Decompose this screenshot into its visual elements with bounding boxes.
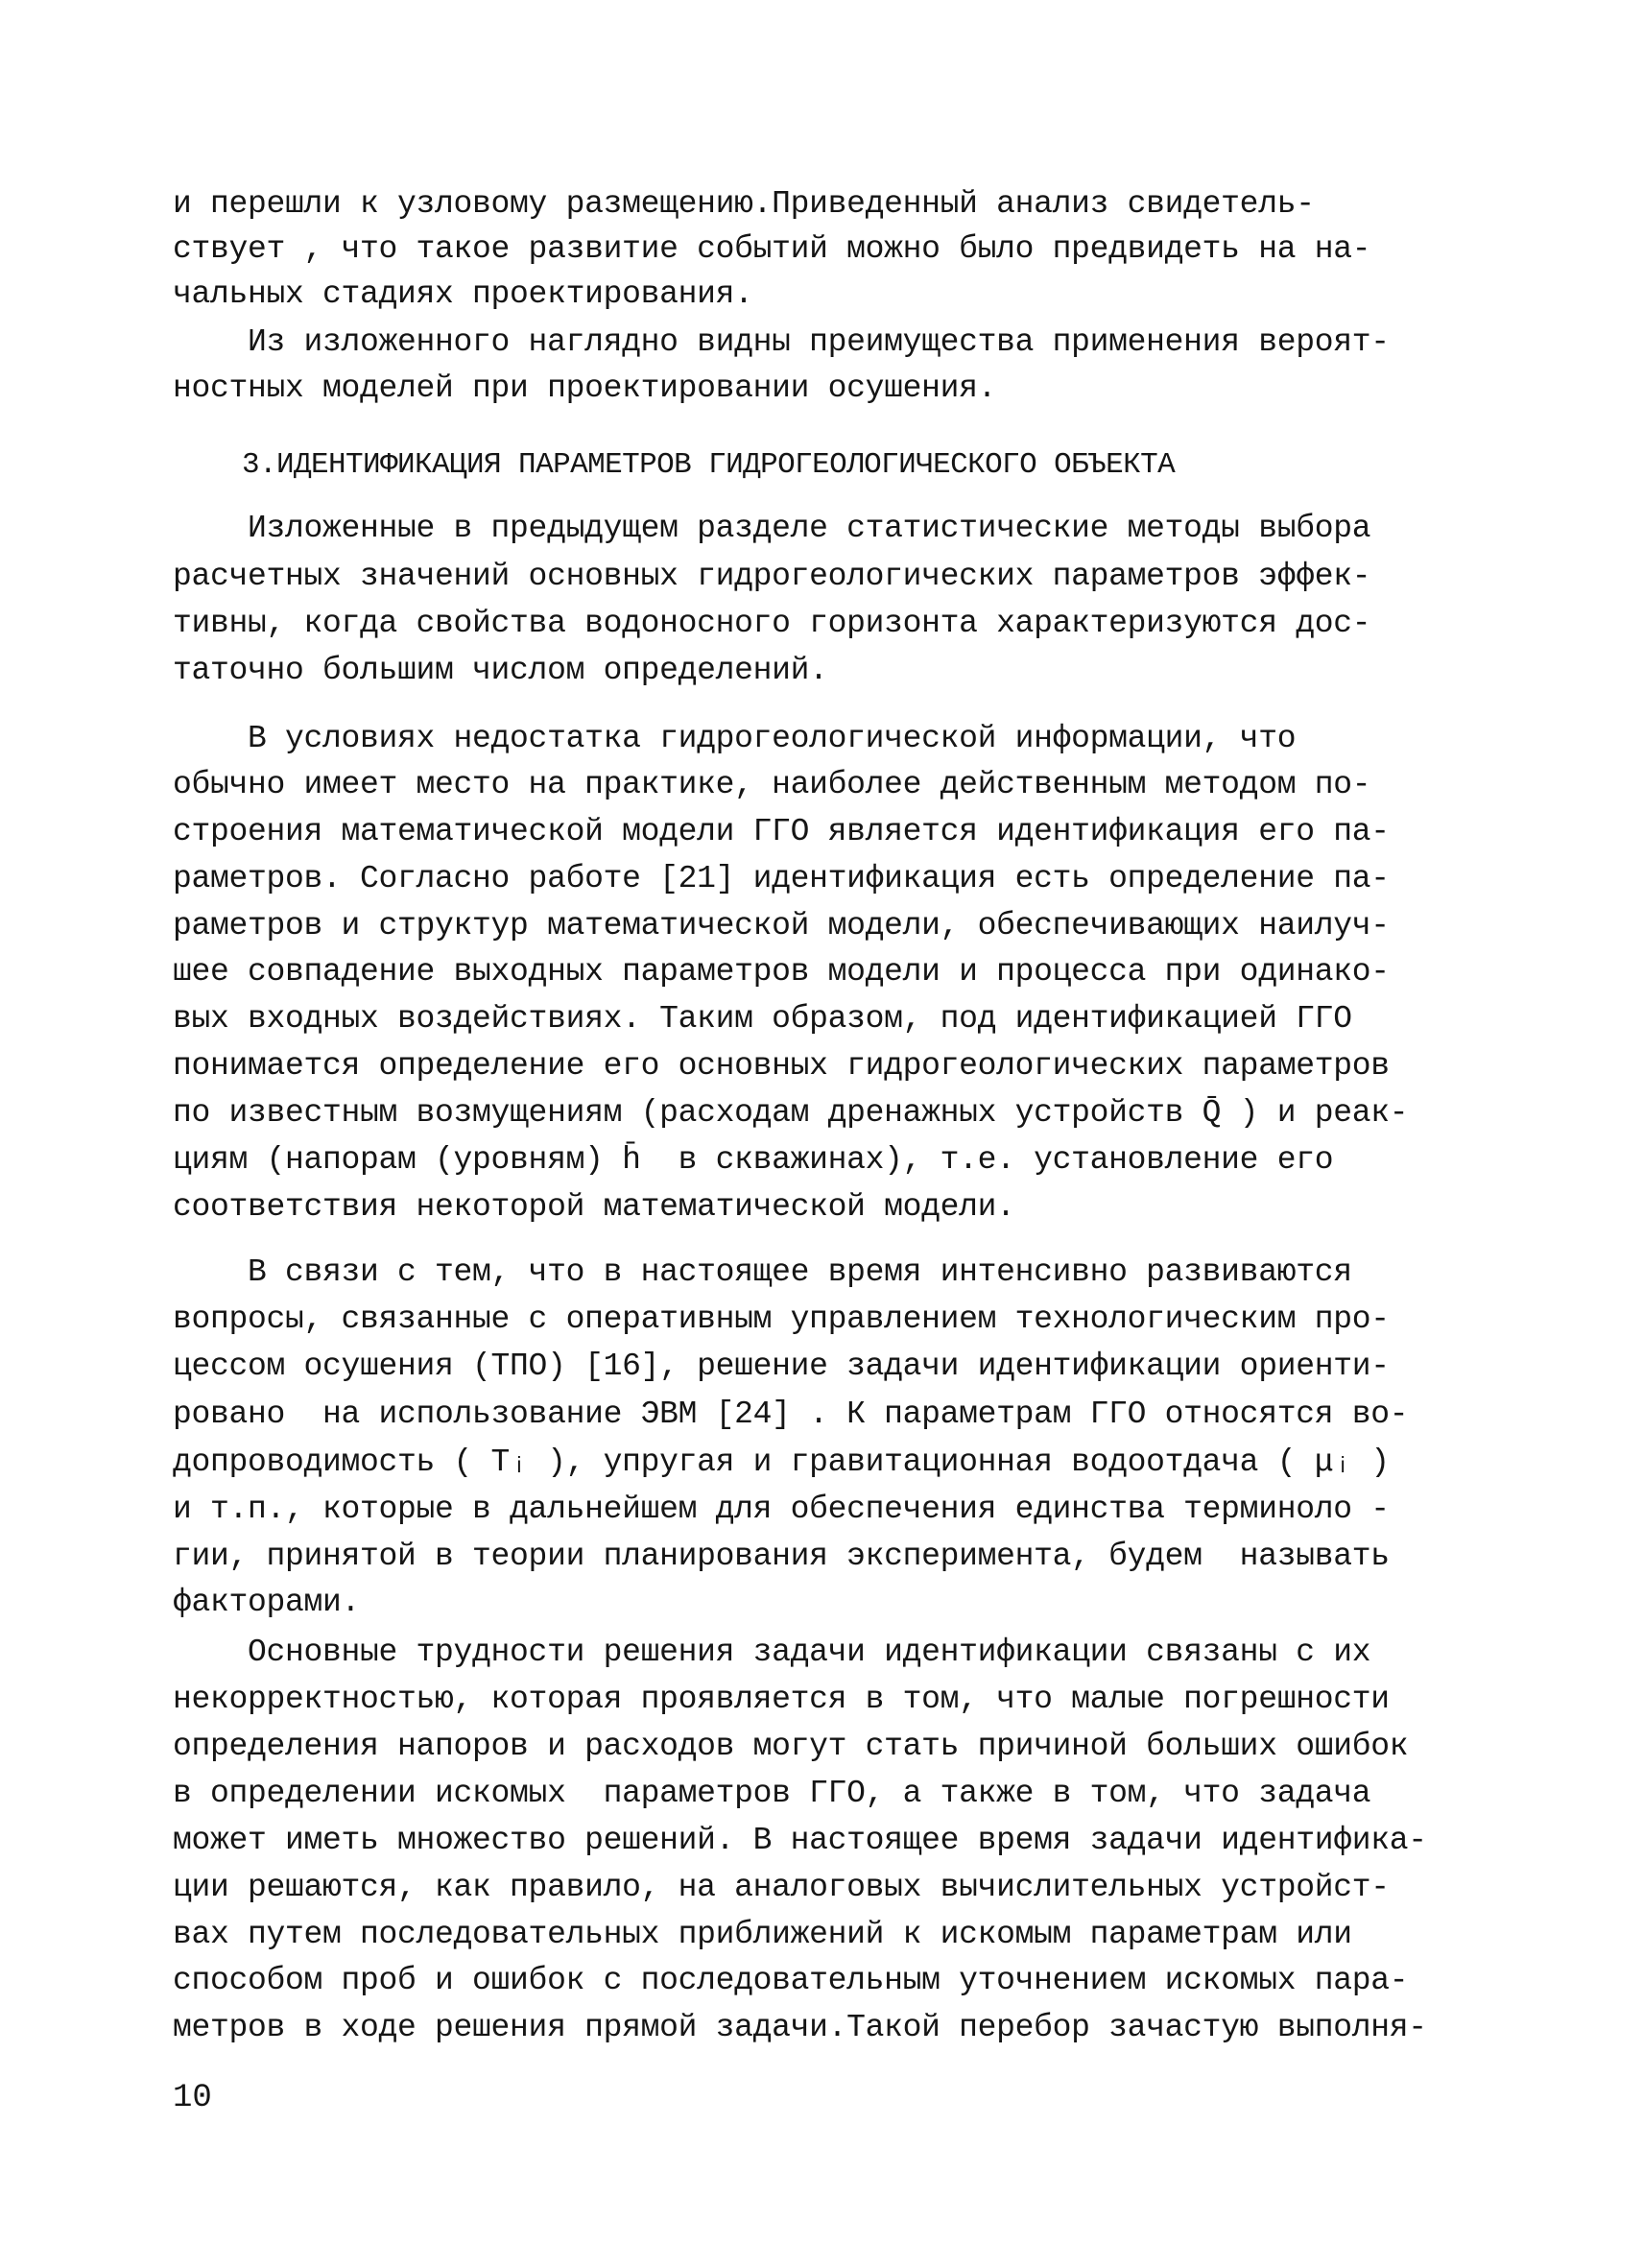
text-line: гии, принятой в теории планирования эксперимента, будем называть [173,1539,1390,1574]
page-number: 10 [173,2080,212,2116]
text-line: соответствия некоторой математической модели. [173,1189,1015,1225]
text-line: циям (напорам (уровням) h̄ в скважинах), т.е. установление его [173,1142,1334,1178]
text-line: раметров. Согласно работе [21] идентификация есть определение па- [173,861,1390,896]
text-line: В условиях недостатка гидрогеологической информации, что [173,721,1297,756]
text-line: ровано на использование ЭВМ [24] . К параметрам ГГО относятся во- [173,1397,1409,1432]
text-line: обычно имеет место на практике, наиболее действенным методом по- [173,767,1371,802]
text-line: строения математической модели ГГО является идентификация его па- [173,814,1390,849]
text-line: вопросы, связанные с оперативным управлением технологическим про- [173,1301,1390,1337]
text-line: по известным возмущениям (расходам дренажных устройств Q̄ ) и реак- [173,1095,1409,1131]
text-line: Основные трудности решения задачи идентификации связаны с их [173,1635,1371,1670]
text-line: расчетных значений основных гидрогеологических параметров эффек- [173,559,1371,594]
text-line: вах путем последовательных приближений к искомым параметрам или [173,1917,1352,1952]
text-line: В связи с тем, что в настоящее время интенсивно развиваются [173,1254,1352,1290]
text-line: в определении искомых параметров ГГО, а также в том, что задача [173,1776,1371,1811]
text-line: допроводимость ( Tᵢ ), упругая и гравитационная водоотдача ( μᵢ ) [173,1444,1390,1480]
text-line: метров в ходе решения прямой задачи.Такой перебор зачастую выполня- [173,2010,1427,2045]
text-line: может иметь множество решений. В настоящее время задачи идентифика- [173,1823,1427,1858]
section-heading: 3.ИДЕНТИФИКАЦИЯ ПАРАМЕТРОВ ГИДРОГЕОЛОГИЧЕСКОГО ОБЪЕКТА [173,448,1176,482]
text-line: таточно большим числом определений. [173,653,828,688]
text-line: ствует , что такое развитие событий можно было предвидеть на на- [173,231,1371,267]
text-line: Из изложенного наглядно видны преимущества применения вероят- [173,324,1390,360]
text-line: вых входных воздействиях. Таким образом, под идентификацией ГГО [173,1001,1352,1037]
text-line: некорректностью, которая проявляется в том, что малые погрешности [173,1682,1390,1717]
text-line: раметров и структур математической модели, обеспечивающих наилуч- [173,908,1390,943]
text-line: и перешли к узловому размещению.Приведенный анализ свидетель- [173,186,1315,222]
text-line: и т.п., которые в дальнейшем для обеспечения единства терминоло - [173,1492,1390,1527]
text-line: понимается определение его основных гидрогеологических параметров [173,1048,1390,1084]
text-line: тивны, когда свойства водоносного горизонта характеризуются дос- [173,606,1371,641]
text-line: цессом осушения (ТПО) [16], решение задачи идентификации ориенти- [173,1349,1390,1384]
text-line: чальных стадиях проектирования. [173,276,753,312]
text-line: ции решаются, как правило, на аналоговых вычислительных устройст- [173,1870,1390,1905]
text-line: шее совпадение выходных параметров модели и процесса при одинако- [173,954,1390,990]
text-line: способом проб и ошибок с последовательным уточнением искомых пара- [173,1963,1409,1998]
text-line: определения напоров и расходов могут стать причиной больших ошибок [173,1729,1409,1764]
text-line: ностных моделей при проектировании осушения. [173,370,997,406]
text-line: факторами. [173,1585,361,1620]
text-line: Изложенные в предыдущем разделе статистические методы выбора [173,511,1371,546]
